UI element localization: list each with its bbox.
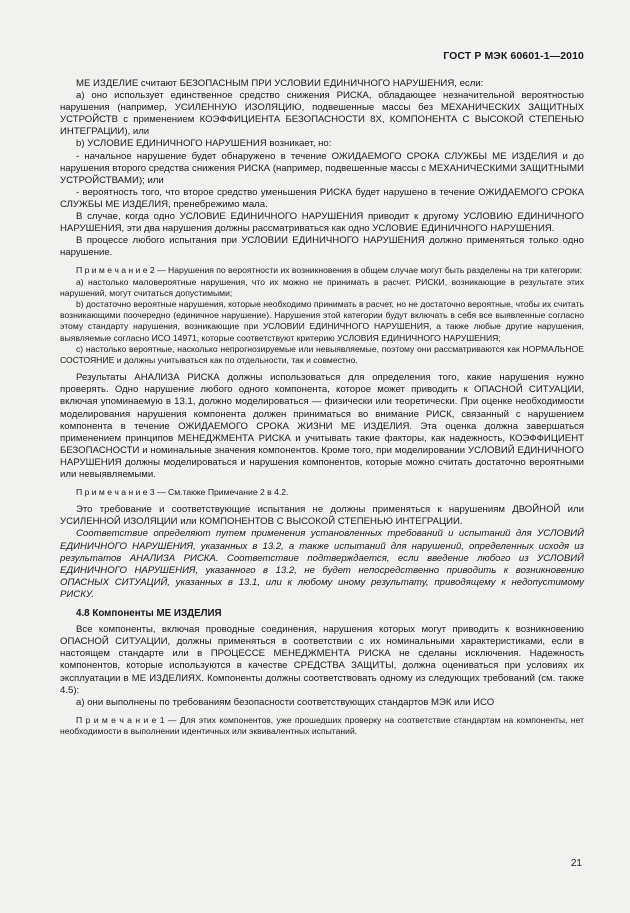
paragraph-requirement: Это требование и соответствующие испытания не должны применяться к нарушениям ДВОЙНОЙ или УСИЛЕННОЙ ИЗОЛЯЦИИ или КОМПОНЕНТОВ С ВЫСОКОЙ СТЕПЕНЬЮ ИНТЕГРАЦИИ. [60, 504, 584, 528]
note-3 [60, 487, 584, 498]
paragraph-safe-condition: МЕ ИЗДЕЛИЕ считают БЕЗОПАСНЫМ ПРИ УСЛОВИИ ЕДИНИЧНОГО НАРУШЕНИЯ, если: [76, 78, 484, 89]
paragraph-chain-faults: В случае, когда одно УСЛОВИЕ ЕДИНИЧНОГО НАРУШЕНИЯ приводит к другому УСЛОВИЮ ЕДИНИЧНОГО НАРУШЕНИЯ, эти два нарушения должны рассматриваться как одно УСЛОВИЕ ЕДИНИЧНОГО НАРУШЕНИЯ. [60, 211, 584, 235]
note-2-label: П р и м е ч а н и е 2 [76, 265, 155, 276]
paragraph-item-b: b) УСЛОВИЕ ЕДИНИЧНОГО НАРУШЕНИЯ возникает, но: [76, 138, 332, 150]
paragraph-components-item-a: а) они выполнены по требованиям безопасности соответствующих стандартов МЭК или ИСО [76, 696, 495, 708]
note-1 [60, 715, 584, 737]
note-2-item-c: с) настолько вероятные, насколько непрогнозируемые или невыявляемые, поэтому они рассматриваются как НОРМАЛЬНОЕ СОСТОЯНИЕ и должны учитываться как по отдельности, так и совместно. [60, 343, 584, 366]
paragraph-compliance: Соответствие определяют путем применения установленных требований и испытаний для УСЛОВИЙ ЕДИНИЧНОГО НАРУШЕНИЯ, указанных в 13.2, а также испытаний для нарушений, определенных исходя из результатов АНАЛИЗА РИСКА. Соответствие подтверждается, если введение любого из УСЛОВИЙ ЕДИНИЧНОГО НАРУШЕНИЯ, указанного в 13.2, не будет непосредственно приводить к возникновению ОПАСНЫХ СИТУАЦИЙ, указанных в 13.1, или к любому иному результату, приводящему к недопустимому РИСКУ. [60, 528, 584, 600]
paragraph-dash-1: - начальное нарушение будет обнаружено в течение ОЖИДАЕМОГО СРОКА СЛУЖБЫ МЕ ИЗДЕЛИЯ и до нарушения второго средства снижения РИСКА (например, подвешенные массы с МЕХАНИЧЕСКИМИ ЗАЩИТНЫМИ УСТРОЙСТВАМИ); или [60, 150, 584, 186]
note-2-item-a: а) настолько маловероятные нарушения, что их можно не принимать в расчет. РИСКИ, возникающие в результате этих нарушений, могут считаться допустимыми; [60, 276, 584, 298]
document-body [60, 78, 584, 737]
paragraph-components: Все компоненты, включая проводные соединения, нарушения которых могут приводить к возникновению ОПАСНОЙ СИТУАЦИИ, должны применяться в соответствии с их номинальными характеристиками, если в настоящем стандарте или в ПРОЦЕССЕ МЕНЕДЖМЕНТА РИСКА не сделаны исключения. Надежность компонентов, которые используются в качестве СРЕДСТВА ЗАЩИТЫ, должна оцениваться при условиях их эксплуатации в МЕ ИЗДЕЛИЯХ. Компоненты должны соответствовать одному из следующих требований (см. также 4.5): [60, 624, 584, 696]
note-3-label: П р и м е ч а н и е 3 [76, 487, 155, 498]
section-heading: 4.8 Компоненты МЕ ИЗДЕЛИЯ [76, 608, 222, 620]
note-2 [60, 265, 584, 276]
standard-header: ГОСТ Р МЭК 60601-1—2010 [443, 50, 584, 62]
note-2-item-b: b) достаточно вероятные нарушения, которые необходимо принимать в расчет, но не достаточно вероятные, чтобы их считать возникающими поочередно (единичное нарушение). Нарушения этой категории будут включать в себя все выявленные согласно этому стандарту нарушения, возникающие при УСЛОВИИ ЕДИНИЧНОГО НАРУШЕНИЯ, а также любые другие нарушения, выявляемые согласно ИСО 14971, которые соответствуют критерию УСЛОВИЯ ЕДИНИЧНОГО НАРУШЕНИЯ; [60, 299, 584, 343]
note-1-label: П р и м е ч а н и е 1 [76, 714, 165, 725]
note-3-text: — См.также Примечание 2 в 4.2. [154, 487, 289, 498]
paragraph-single-fault-test: В процессе любого испытания при УСЛОВИИ ЕДИНИЧНОГО НАРУШЕНИЯ должно применяться только одно нарушение. [60, 235, 584, 259]
paragraph-item-a: а) оно использует единственное средство снижения РИСКА, обладающее незначительной вероятностью нарушения (например, УСИЛЕННУЮ ИЗОЛЯЦИЮ, подвешенные массы без МЕХАНИЧЕСКИХ ЗАЩИТНЫХ УСТРОЙСТВ с применением КОЭФФИЦИЕНТА БЕЗОПАСНОСТИ 8Х, КОМПОНЕНТА С ВЫСОКОЙ СТЕПЕНЬЮ ИНТЕГРАЦИИ), или [60, 90, 584, 138]
note-1-text: — Для этих компонентов, уже прошедших проверку на соответствие стандартам на компоненты, нет необходимости в выполнении идентичных или эквивалентных испытаний. [60, 714, 584, 736]
paragraph-risk-analysis: Результаты АНАЛИЗА РИСКА должны использоваться для определения того, какие нарушения нужно проверять. Одно нарушение любого одного компонента, которое может приводить к ОПАСНОЙ СИТУАЦИИ, включая упоминаемую в 13.1, должно моделироваться — физически или теоретически. При оценке необходимости моделирования нарушения компонента должен приниматься во внимание РИСК, связанный с нарушением компонента в течение ОЖИДАЕМОГО СРОКА ЖИЗНИ МЕ ИЗДЕЛИЯ. Эта оценка должна завершаться применением принципов МЕНЕДЖМЕНТА РИСКА и учитывать такие факторы, как надежность, КОЭФФИЦИЕНТ БЕЗОПАСНОСТИ и номинальные значения компонентов. Кроме того, при моделировании УСЛОВИЙ ЕДИНИЧНОГО НАРУШЕНИЯ должны моделироваться и нарушения компонентов, которые можно считать достаточно вероятными или невыявляемыми. [60, 372, 584, 480]
page-number: 21 [570, 858, 582, 869]
paragraph-dash-2: - вероятность того, что второе средство уменьшения РИСКА будет нарушено в течение ОЖИДАЕМОГО СРОКА СЛУЖБЫ МЕ ИЗДЕЛИЯ, пренебрежимо мала. [60, 186, 584, 210]
note-2-text: — Нарушения по вероятности их возникновения в общем случае могут быть разделены на три категории: [154, 265, 583, 276]
